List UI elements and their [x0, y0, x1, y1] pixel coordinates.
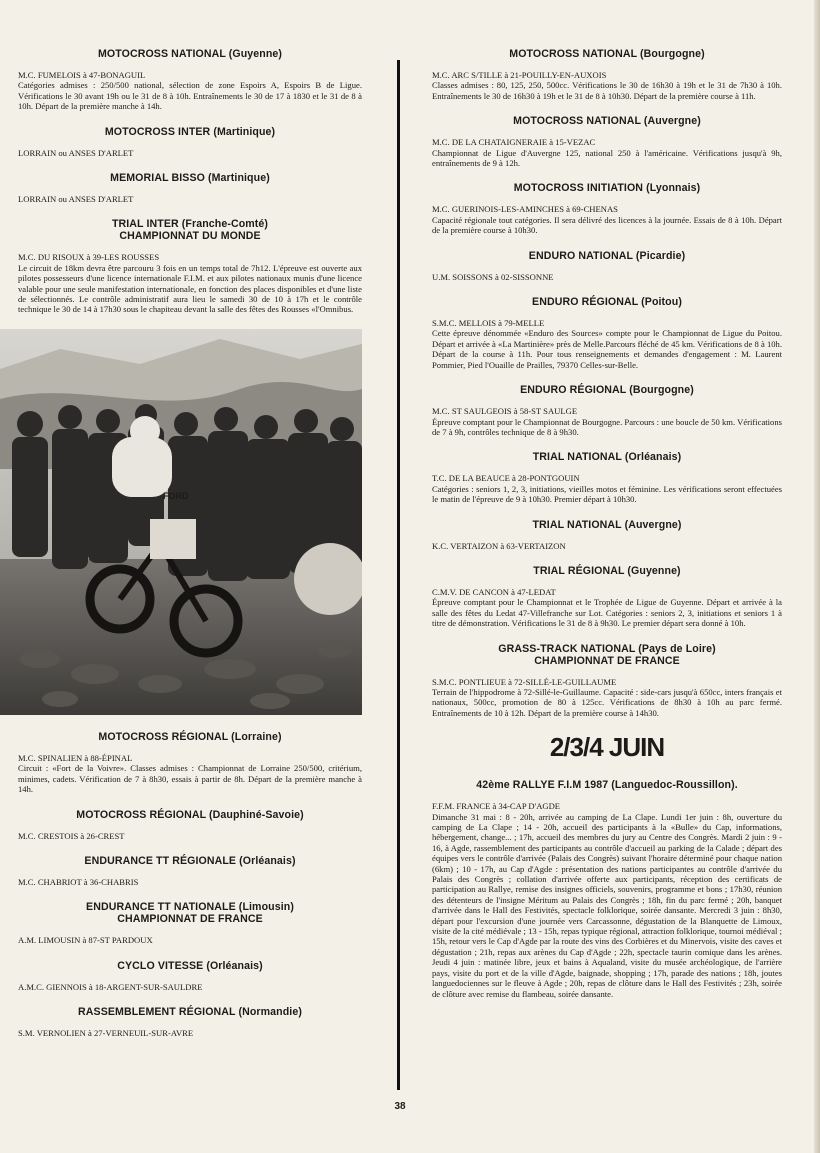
event-title — [432, 451, 782, 463]
event-body — [18, 194, 362, 204]
event-body — [432, 318, 782, 370]
event-title — [432, 296, 782, 308]
page-edge — [814, 0, 820, 1153]
event-body — [432, 473, 782, 504]
event-block — [18, 901, 362, 945]
event-block — [18, 731, 362, 795]
rallye-event — [432, 779, 782, 999]
event-title — [432, 565, 782, 577]
left-column — [18, 48, 362, 1053]
event-block — [432, 296, 782, 370]
svg-text:FORD: FORD — [163, 490, 189, 501]
event-title-main: GRASS-TRACK NATIONAL (Pays de Loire) — [498, 642, 716, 655]
event-organizer: M.C. FUMELOIS à 47-BONAGUIL — [18, 70, 146, 80]
event-organizer: M.C. SPINALIEN à 88-ÉPINAL — [18, 752, 133, 763]
event-title-main: ENDURO RÉGIONAL (Poitou) — [532, 296, 682, 309]
rallye-text: Dimanche 31 mai : 8 - 20h, arrivée au camping de La Clape. Lundi 1er juin : 8h, ouverture du camping de La Clape ; 14 - 20h, accueil des participants à la «Bulle» du Cap, informations, hébergement, change... ; 17h, accueil des membres du jury au Centre des Congrès. Mardi 2 juin : 9 - 16, à Agde, rassemblement des participants au contrôle d'accueil au parking de la Calade ; départ des équipes vers le contrôle d'arrivée (Palais des Congrès) suivant l'horaire déterminé pour chaque nation (6km) ; 10 - 17h, au Cap d'Agde : présentation des nations participantes au contrôle d'arrivée du Palais des Congrès ; collation d'arrivée offerte aux participants, réception des certificats de participation au Rallye, remise des insignes officiels, souvenirs, programme et bons ; 17h30, réunion des détenteurs de l'insigne Méritum au Palais des Congrès ; 18h, fin du parc fermé ; 20h, banquet d'arrivée dans le Hall des Festivités, spectacle folklorique, soirée dansante. Mercredi 3 juin : 8h30, départ pour l'excursion d'une journée vers Carcassonne, dégustation de la Blanquette de Limoux, visite de la cité médiévale ; 13 - 15h, repas typique régional, attraction folklorique, tournoi médiéval ; 15h, retour vers le Cap d'Agde par la route des vins des Corbières et du Minervois, visite des caves et dégustation ; 21h, repas aux arènes du Cap d'Agde ; 22h, spectacle taurin comique dans les arènes. Jeudi 4 juin : matinée libre, jeux et bains à Aqualand, visite du musée archéologique, de l'arrière pays, visite du port et de la ville d'Agde, baignade, shopping ; 17h, parade des nations ; 18h, joutes languedociennes sur le fleuve à Agde ; 20h, repas de clôture dans le Hall des Festivités ; 23h, soirée de clôture avec remise du flambeau, soirée dansante. — [432, 811, 782, 999]
event-title — [432, 250, 782, 262]
event-text: Catégories admises : 250/500 national, sélection de zone Espoirs A, Espoirs B de Ligue. Vérifications le 30 avant 19h ou le 31 de 8 à 10h. Entraînements le 30 de 17 à 1830 et le 31 de 8 à 10h. Départ de la première manche à 14h. — [18, 80, 362, 112]
event-block — [18, 809, 362, 841]
event-organizer: A.M. LIMOUSIN à 87-ST PARDOUX — [18, 935, 153, 946]
event-organizer: LORRAIN ou ANSES D'ARLET — [18, 194, 134, 205]
rallye-organizer: F.F.M. FRANCE à 34-CAP D'AGDE — [432, 801, 561, 812]
event-organizer: S.M.C. PONTLIEUE à 72-SILLÉ-LE-GUILLAUME — [432, 676, 617, 687]
event-text: Cette épreuve dénommée «Enduro des Sources» compte pour le Championnat de Ligue du Poitou. Départ et arrivée à «La Martinière» près de Melle.Parcours fléché de 45 km. Vérifications de 8 à 10h. Départ de la course à 11h. Pour tous renseignements et demandes d'engagement : M. Laurent Pommier, Pied l'Ouaille de Prailles, 79370 Celles-sur-Belle. — [432, 328, 782, 370]
event-organizer: A.M.C. GIENNOIS à 18-ARGENT-SUR-SAULDRE — [18, 981, 203, 992]
event-title-main: MEMORIAL BISSO (Martinique) — [110, 172, 270, 185]
event-block — [432, 250, 782, 282]
event-title-main: ENDURANCE TT RÉGIONALE (Orléanais) — [84, 854, 296, 867]
date-heading: 2/3/4 JUIN — [549, 732, 665, 763]
trial-photo — [0, 329, 362, 715]
event-title-main: ENDURANCE TT NATIONALE (Limousin) — [86, 901, 294, 914]
event-block — [432, 182, 782, 235]
event-body — [18, 70, 362, 112]
event-text: Circuit : «Fort de la Voivre». Classes admises : Championnat de Lorraine 250/500, critérium, minimes, cadets. Vérification de 7 à 8h30, essais à partir de 8h. Départ de la première manche à 14h. — [18, 763, 362, 795]
event-block — [18, 855, 362, 887]
event-organizer: M.C. ST SAULGEOIS à 58-ST SAULGE — [432, 406, 578, 417]
event-title-main: MOTOCROSS NATIONAL (Guyenne) — [97, 48, 283, 60]
event-block — [432, 48, 782, 101]
event-body — [432, 137, 782, 168]
event-subtitle: CHAMPIONNAT DE FRANCE — [534, 654, 680, 667]
event-organizer: C.M.V. DE CANCON à 47-LEDAT — [432, 586, 556, 597]
event-title-main: RASSEMBLEMENT RÉGIONAL (Normandie) — [78, 1006, 302, 1019]
event-body — [432, 70, 782, 101]
event-body — [432, 541, 782, 551]
event-organizer: M.C. DU RISOUX à 39-LES ROUSSES — [18, 252, 160, 263]
event-body — [432, 677, 782, 719]
event-text: Épreuve comptant pour le Championnat et le Trophée de Ligue de Guyenne. Départ et arrivée à la salle des fêtes du Ledat 47-Villefranche sur Lot. Catégories : seniors 2, 3, initiations et seniors 1 à titre de démonstration. Vérifications le 31 de 8 à 9h30. Le premier départ sera donné à 10h. — [432, 597, 782, 629]
event-organizer: M.C. ARC S/TILLE à 21-POUILLY-EN-AUXOIS — [432, 70, 607, 80]
event-title-main: TRIAL RÉGIONAL (Guyenne) — [533, 564, 681, 577]
event-subtitle: CHAMPIONNAT DU MONDE — [119, 230, 261, 243]
event-block — [18, 48, 362, 112]
event-title — [432, 519, 782, 531]
trial-rider-photo-icon — [0, 329, 362, 715]
event-title — [18, 809, 362, 821]
event-body — [18, 935, 362, 945]
rallye-body — [432, 801, 782, 999]
event-title-main: MOTOCROSS NATIONAL (Bourgogne) — [509, 48, 705, 60]
event-block — [18, 126, 362, 158]
event-organizer: U.M. SOISSONS à 02-SISSONNE — [432, 271, 554, 282]
event-title — [18, 731, 362, 743]
event-title — [18, 126, 362, 138]
event-title — [18, 855, 362, 867]
event-block — [18, 960, 362, 992]
event-title-main: MOTOCROSS INITIATION (Lyonnais) — [513, 182, 701, 195]
event-title — [18, 901, 362, 925]
event-block — [432, 115, 782, 168]
event-subtitle: CHAMPIONNAT DE FRANCE — [117, 913, 263, 926]
event-organizer: S.M. VERNOLIEN à 27-VERNEUIL-SUR-AVRE — [18, 1028, 194, 1039]
event-text: Le circuit de 18km devra être parcouru 3 fois en un temps total de 7h12. L'épreuve est ouverte aux pilotes possesseurs d'une licence internationale F.I.M. et aux pilotes nationaux munis d'une licence valable pour une seule manifestation internationale, en fonction des places disponibles et d'une liste de sélectionnés. Le contrôle administratif aura lieu le samedi 30 de 10 à 17h et le contrôle technique le 30 de 14 à 17h30 sous le chapiteau devant la salle des fêtes des Rousses «l'Omnibus. — [18, 262, 362, 315]
event-block — [18, 218, 362, 314]
event-text: Terrain de l'hippodrome à 72-Sillé-le-Guillaume. Capacité : side-cars jusqu'à 650cc, inters français et nationaux, 500cc, promotion de 80 à 125cc. Vérifications de 8h30 à 10h au parc fermé. Entraînements de 10 à 12h. Départ de la première course à 14h30. — [432, 686, 782, 718]
event-body — [18, 148, 362, 158]
column-divider — [397, 60, 400, 1090]
event-body — [432, 204, 782, 235]
event-organizer: M.C. DE LA CHATAIGNERAIE à 15-VEZAC — [432, 137, 596, 148]
event-title — [432, 182, 782, 194]
event-organizer: K.C. VERTAIZON à 63-VERTAIZON — [432, 540, 566, 551]
event-title — [18, 960, 362, 972]
event-body — [432, 587, 782, 629]
event-organizer: M.C. GUERINOIS-LES-AMINCHES à 69-CHENAS — [432, 204, 618, 215]
event-body — [18, 877, 362, 887]
event-organizer: T.C. DE LA BEAUCE à 28-PONTGOUIN — [432, 473, 580, 484]
event-title-main: TRIAL NATIONAL (Orléanais) — [532, 451, 682, 464]
event-body — [18, 1028, 362, 1038]
event-text: Classes admises : 80, 125, 250, 500cc. Vérifications le 30 de 16h30 à 19h et le 31 de 7h30 à 10h. Entraînements le 30 de 16h30 à 19h et le 31 de 8 à 10h30. Départ de la première course à 11h. — [432, 80, 782, 101]
event-title-main: MOTOCROSS RÉGIONAL (Dauphiné-Savoie) — [76, 808, 304, 821]
event-title — [18, 172, 362, 184]
event-organizer: M.C. CRESTOIS à 26-CREST — [18, 830, 125, 841]
event-title — [18, 48, 362, 60]
event-block — [432, 519, 782, 551]
event-block — [18, 1006, 362, 1038]
event-title — [432, 384, 782, 396]
event-body — [432, 272, 782, 282]
event-title — [432, 643, 782, 667]
event-title-main: TRIAL NATIONAL (Auvergne) — [532, 518, 682, 531]
event-text: Championnat de Ligue d'Auvergne 125, national 250 à l'américaine. Vérifications jusqu'à 9h, entraînements de 9 à 12h. — [432, 147, 782, 169]
event-title-main: MOTOCROSS INTER (Martinique) — [104, 125, 276, 138]
event-title-main: MOTOCROSS RÉGIONAL (Lorraine) — [98, 730, 282, 743]
page-number: 38 — [394, 1101, 406, 1112]
event-title — [18, 218, 362, 242]
event-text: Capacité régionale tout catégories. Il sera délivré des licences à la journée. Essais de 8 à 10h. Départ de la première course à 10h30. — [432, 214, 782, 236]
event-title-main: MOTOCROSS NATIONAL (Auvergne) — [513, 115, 701, 128]
rallye-title: 42ème RALLYE F.I.M 1987 (Languedoc-Roussillon). — [476, 779, 738, 792]
event-text: Catégories : seniors 1, 2, 3, initiations, vieilles motos et féminine. Les vérifications seront effectuées le matin de l'épreuve de 9 à 10h30. Premier départ à 10h30. — [432, 483, 782, 505]
event-body — [18, 982, 362, 992]
event-block — [432, 451, 782, 504]
event-block — [432, 384, 782, 437]
right-column — [432, 48, 782, 1013]
event-title-main: CYCLO VITESSE (Orléanais) — [117, 959, 263, 972]
event-text: Épreuve comptant pour le Championnat de Bourgogne. Parcours : une boucle de 50 km. Vérifications de 7 à 9h, contrôles technique de 8 à 9h30. — [432, 416, 782, 437]
event-body — [18, 831, 362, 841]
event-title-main: TRIAL INTER (Franche-Comté) — [111, 218, 269, 231]
event-title — [432, 48, 782, 60]
event-body — [18, 252, 362, 314]
event-body — [432, 406, 782, 437]
event-block — [432, 643, 782, 719]
event-block — [18, 172, 362, 204]
event-body — [18, 753, 362, 795]
event-block — [432, 565, 782, 629]
event-title-main: ENDURO NATIONAL (Picardie) — [528, 249, 686, 262]
event-title — [432, 115, 782, 127]
event-title — [18, 1006, 362, 1018]
event-organizer: LORRAIN ou ANSES D'ARLET — [18, 147, 134, 158]
event-organizer: S.M.C. MELLOIS à 79-MELLE — [432, 318, 545, 329]
event-title-main: ENDURO RÉGIONAL (Bourgogne) — [520, 384, 694, 397]
event-organizer: M.C. CHABRIOT à 36-CHABRIS — [18, 876, 139, 887]
